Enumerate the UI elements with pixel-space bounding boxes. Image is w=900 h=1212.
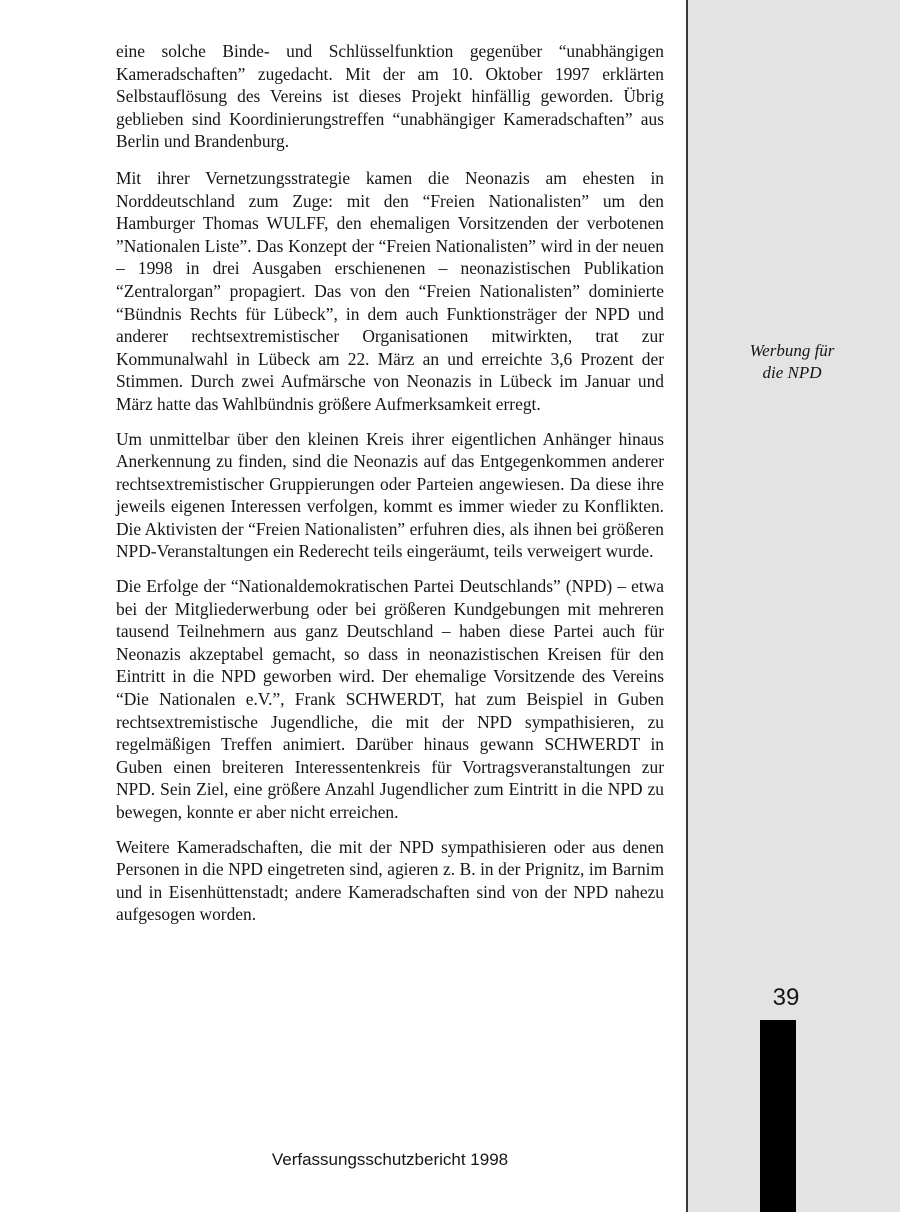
margin-note (700, 340, 884, 384)
margin-note-line-2: die NPD (762, 363, 822, 382)
paragraph-5: Weitere Kameradschaften, die mit der NPD sympathisieren oder aus denen Personen in die NPD eingetreten sind, agieren z. B. in der Prignitz, im Barnim und in Eisenhüttenstadt; andere Kameradschaften sind von der NPD nahezu aufgesogen worden. (116, 836, 664, 925)
page-number: 39 (772, 984, 800, 1011)
paragraph-3: Um unmittelbar über den kleinen Kreis ihrer eigentlichen Anhänger hinaus Anerkennung zu finden, sind die Neonazis auf das Entgegenkommen anderer rechtsextremistischer Gruppierungen oder Parteien angewiesen. Da diese ihre jeweils eigenen Interessen verfolgen, kommt es immer wieder zu Konflikten. Die Aktivisten der “Freien Nationalisten” erfuhren dies, als ihnen bei größeren NPD-Veranstaltungen ein Rederecht teils eingeräumt, teils verweigert wurde. (116, 428, 664, 562)
margin-note-line-1: Werbung für (749, 341, 835, 360)
paragraph-2: Mit ihrer Vernetzungsstrategie kamen die Neonazis am ehesten in Norddeutschland zum Zuge: mit den “Freien Nationalisten” um den Hamburger Thomas WULFF, den ehemaligen Vorsitzenden der verbotenen ”Nationalen Liste”. Das Konzept der “Freien Nationalisten” wird in der neuen – 1998 in drei Ausgaben erschienenen – neonazistischen Publikation “Zentralorgan” propagiert. Das von den “Freien Nationalisten” dominierte “Bündnis Rechts für Lübeck”, in dem auch Funktionsträger der NPD und anderer rechtsextremistischer Organisationen mitwirkten, trat zur Kommunalwahl in Lübeck am 22. März an und erreichte 3,6 Prozent der Stimmen. Durch zwei Aufmärsche von Neonazis in Lübeck im Januar und März hatte das Wahlbündnis größere Aufmerksamkeit erregt. (116, 167, 664, 414)
paragraph-1: eine solche Binde- und Schlüsselfunktion gegenüber “unabhängigen Kameradschaften” zugedacht. Mit der am 10. Oktober 1997 erklärten Selbstauflösung des Vereins ist dieses Projekt hinfällig geworden. Übrig geblieben sind Koordinierungstreffen “unabhängiger Kameradschaften” aus Berlin und Brandenburg. (116, 41, 664, 152)
page-marker-bar (760, 1020, 796, 1212)
paragraph-4: Die Erfolge der “Nationaldemokratischen Partei Deutschlands” (NPD) – etwa bei der Mitgliederwerbung oder bei größeren Kundgebungen mit mehreren tausend Teilnehmern aus ganz Deutschland – haben diese Partei auch für Neonazis akzeptabel gemacht, so dass in neonazistischen Kreisen für den Eintritt in die NPD geworben wird. Der ehemalige Vorsitzende des Vereins “Die Nationalen e.V.”, Frank SCHWERDT, hat zum Beispiel in Guben rechtsextremistische Jugendliche, die mit der NPD sympathisieren, zu regelmäßigen Treffen animiert. Darüber hinaus gewann SCHWERDT in Guben einen breiteren Interessentenkreis für Vortragsveranstaltungen zur NPD. Sein Ziel, eine größere Anzahl Jugendlicher zum Eintritt in die NPD zu bewegen, konnte er aber nicht erreichen. (116, 576, 664, 822)
footer-title: Verfassungsschutzbericht 1998 (271, 1150, 509, 1169)
main-text (116, 40, 664, 938)
